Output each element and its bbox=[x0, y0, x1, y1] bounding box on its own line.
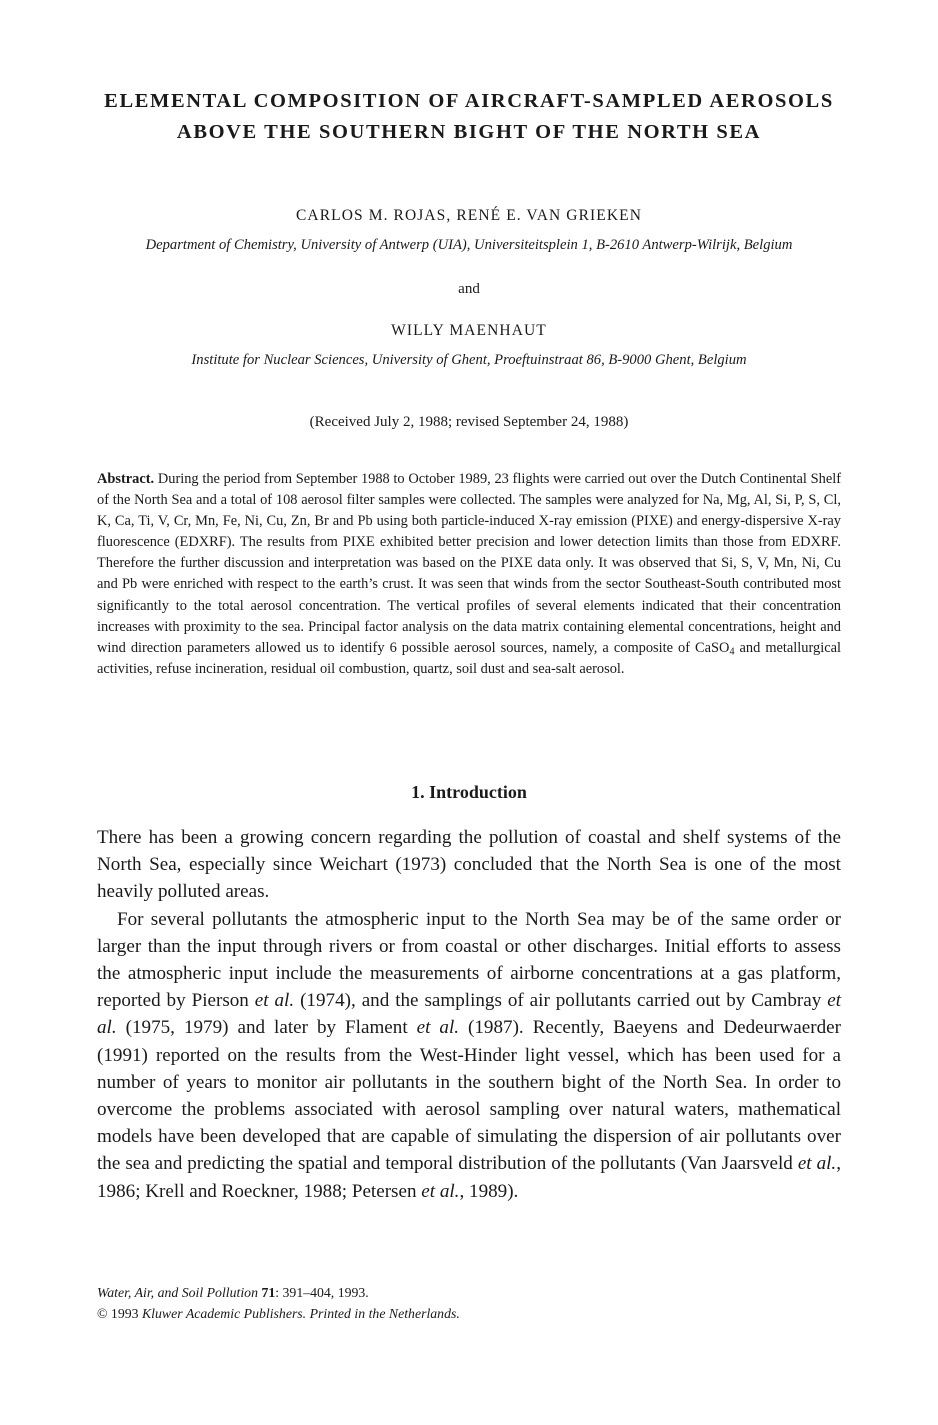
p2-text: (1974), and the samplings of air pollutants carried out by Cambray bbox=[294, 990, 828, 1012]
abstract-subscript: 4 bbox=[729, 646, 735, 658]
paper-title bbox=[60, 86, 878, 148]
p2-etal: et al. bbox=[254, 990, 295, 1012]
copyright-icon: © bbox=[97, 1305, 108, 1321]
affiliation-1: Department of Chemistry, University of Antwerp (UIA), Universiteitsplein 1, B-2610 Antwerp-Wilrijk, Belgium bbox=[145, 237, 793, 253]
p2-text: (1987). Recently, Baeyens and Dedeurwaerder (1991) reported on the results from the West-Hinder light vessel, which has been used for a number of years to monitor air pollutants in the southern bight of the North Sea. In order to overcome the problems associated with aerosol sampling over natural waters, mathematical models have been developed that are capable of simulating the dispersion of air pollutants over the sea and predicting the spatial and temporal distribution of the pollutants (Van Jaarsveld bbox=[97, 1017, 841, 1175]
author-list-2: WILLY MAENHAUT bbox=[391, 322, 547, 339]
title-line-2: ABOVE THE SOUTHERN BIGHT OF THE NORTH SEA bbox=[176, 121, 762, 143]
author-list-1: CARLOS M. ROJAS, RENÉ E. VAN GRIEKEN bbox=[295, 207, 643, 224]
copyright-year: 1993 bbox=[107, 1305, 142, 1321]
abstract-text-part1: During the period from September 1988 to October 1989, 23 flights were carried out over the Dutch Continental Shelf of the North Sea and a total of 108 aerosol filter samples were collected. The samples were analyzed for Na, Mg, Al, Si, P, S, Cl, K, Ca, Ti, V, Cr, Mn, Fe, Ni, Cu, Zn, Br and Pb using both particle-induced X-ray emission (PIXE) and energy-dispersive X-ray fluorescence (EDXRF). The results from PIXE exhibited better precision and lower detection limits than those from EDXRF. Therefore the further discussion and interpretation was based on the PIXE data only. It was observed that Si, S, V, Mn, Ni, Cu and Pb were enriched with respect to the earth’s crust. It was seen that winds from the sector Southeast-South contributed most significantly to the total aerosol concentration. The vertical profiles of several elements indicated that their concentration increases with proximity to the sea. Principal factor analysis on the data matrix containing elemental concentrations, height and wind direction parameters allowed us to identify 6 possible aerosol sources, namely, a composite of CaSO bbox=[97, 471, 841, 656]
abstract-text-part2: and metallurgical activities, refuse incineration, residual oil combustion, quartz, soil dust and sea-salt aerosol. bbox=[97, 639, 841, 677]
p2-etal: et al. bbox=[421, 1180, 460, 1202]
paragraph-2 bbox=[97, 906, 841, 1205]
p2-text: For several pollutants the atmospheric input to the North Sea may be of the same order or larger than the input through rivers or from coastal or other discharges. Initial efforts to assess the atmospheric input include the measurements of airborne concentrations at a gas platform, reported by Pierson bbox=[97, 908, 841, 1012]
p2-etal: et al. bbox=[97, 990, 841, 1039]
journal-volume: 71 bbox=[261, 1285, 276, 1300]
footer bbox=[97, 1283, 460, 1324]
copyright-line bbox=[97, 1304, 460, 1325]
author-conjunction: and bbox=[458, 281, 480, 297]
abstract-label: Abstract. bbox=[97, 471, 155, 487]
p2-text: , 1989). bbox=[459, 1180, 519, 1202]
received-dates: (Received July 2, 1988; revised September 24, 1988) bbox=[309, 414, 629, 430]
p2-text: (1975, 1979) and later by Flament bbox=[116, 1017, 417, 1039]
affiliation-2: Institute for Nuclear Sciences, University of Ghent, Proeftuinstraat 86, B-9000 Ghent, Belgium bbox=[191, 352, 747, 368]
paragraph-1: There has been a growing concern regarding the pollution of coastal and shelf systems of the North Sea, especially since Weichart (1973) concluded that the North Sea is one of the most heavily polluted areas. bbox=[97, 827, 841, 903]
abstract bbox=[97, 469, 841, 680]
p2-text: , 1986; Krell and Roeckner, 1988; Petersen bbox=[97, 1153, 841, 1202]
publisher: Kluwer Academic Publishers. Printed in the Netherlands. bbox=[141, 1305, 460, 1321]
journal-name: Water, Air, and Soil Pollution bbox=[97, 1285, 258, 1300]
p2-etal: et al. bbox=[416, 1017, 460, 1039]
section-heading: 1. Introduction bbox=[411, 782, 527, 802]
title-line-1: ELEMENTAL COMPOSITION OF AIRCRAFT-SAMPLED AEROSOLS bbox=[104, 90, 834, 112]
journal-citation bbox=[97, 1283, 460, 1304]
p2-etal: et al. bbox=[797, 1153, 837, 1175]
journal-pages: : 391–404, 1993. bbox=[275, 1285, 369, 1300]
introduction-body bbox=[97, 824, 841, 1205]
